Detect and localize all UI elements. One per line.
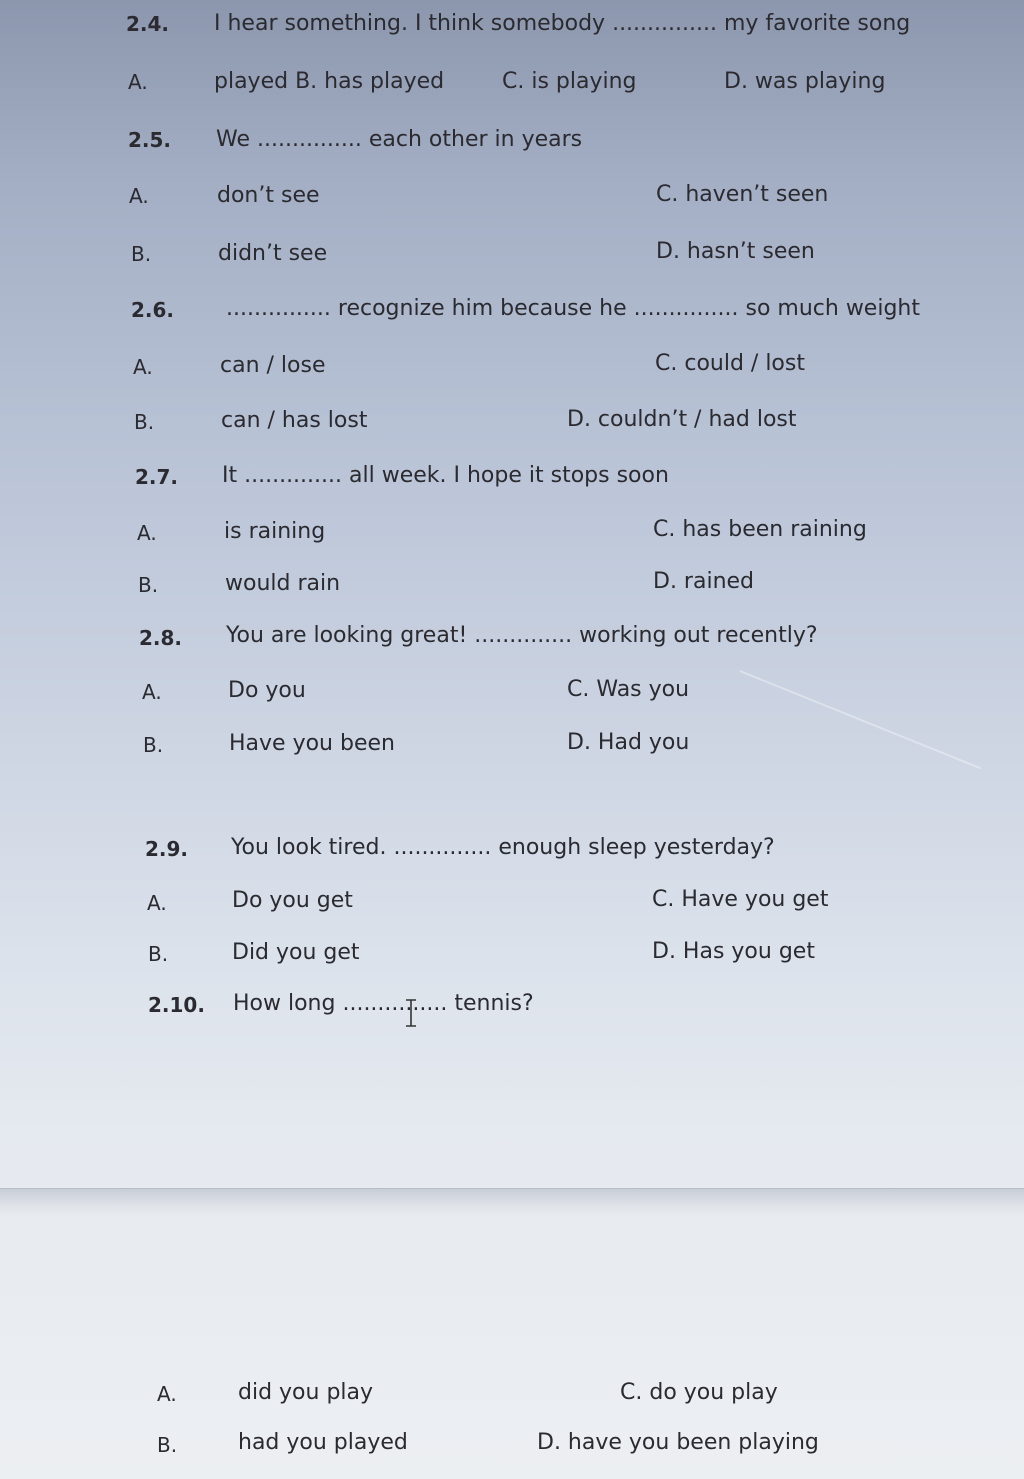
- option-a-label: A.: [128, 70, 148, 94]
- option-b-label: B.: [148, 942, 169, 966]
- option-c-text: C. Have you get: [652, 887, 829, 912]
- option-b-label: B.: [131, 242, 152, 266]
- option-a-label: A.: [157, 1382, 177, 1406]
- option-b-text: would rain: [225, 571, 341, 596]
- question-stem: It .............. all week. I hope it stops soon: [222, 463, 669, 488]
- option-b-text: Did you get: [232, 940, 360, 965]
- screen-glare: [739, 670, 981, 769]
- question-stem: I hear something. I think somebody ............... my favorite song: [214, 11, 911, 36]
- question-stem: You look tired. .............. enough sleep yesterday?: [231, 835, 775, 860]
- question-number: 2.8.: [139, 626, 183, 650]
- option-d-text: D. Has you get: [652, 939, 815, 964]
- option-a-label: A.: [142, 680, 162, 704]
- option-b-text: didn’t see: [218, 241, 328, 266]
- question-number: 2.4.: [126, 12, 170, 36]
- option-a-text: can / lose: [220, 353, 326, 378]
- text-cursor-icon: [405, 998, 417, 1028]
- option-b-label: B.: [138, 573, 159, 597]
- option-d-text: D. have you been playing: [537, 1430, 819, 1455]
- option-c-text: C. haven’t seen: [656, 182, 829, 207]
- question-stem: You are looking great! .............. working out recently?: [226, 623, 818, 648]
- option-a-label: A.: [129, 184, 149, 208]
- option-a-text: is raining: [224, 519, 326, 544]
- option-c-text: C. Was you: [567, 677, 690, 702]
- question-number: 2.9.: [145, 837, 189, 861]
- option-b-label: B.: [134, 410, 155, 434]
- question-number: 2.10.: [148, 993, 205, 1017]
- option-c-text: C. has been raining: [653, 517, 867, 542]
- question-number: 2.6.: [131, 298, 175, 322]
- option-d-text: D. hasn’t seen: [656, 239, 815, 264]
- question-stem: How long ............... tennis?: [233, 991, 534, 1016]
- option-a-text: Do you: [228, 678, 306, 703]
- option-a-text: did you play: [238, 1380, 374, 1405]
- question-number: 2.5.: [128, 128, 172, 152]
- question-number: 2.7.: [135, 465, 179, 489]
- option-d-text: D. couldn’t / had lost: [567, 407, 797, 432]
- option-c-text: C. could / lost: [655, 351, 805, 376]
- page-break: [0, 1188, 1024, 1217]
- option-a-label: A.: [147, 891, 167, 915]
- option-b-label: B.: [157, 1433, 178, 1457]
- question-stem: We ............... each other in years: [216, 127, 583, 152]
- option-c-text: C. is playing: [502, 69, 637, 94]
- option-a-label: A.: [133, 355, 153, 379]
- option-a-text: Do you get: [232, 888, 353, 913]
- question-stem: ............... recognize him because he ............... so much weight: [226, 296, 920, 321]
- option-a-text: don’t see: [217, 183, 320, 208]
- option-a-b-text: played B. has played: [214, 69, 445, 94]
- option-d-text: D. was playing: [724, 69, 886, 94]
- option-b-label: B.: [143, 733, 164, 757]
- option-b-text: Have you been: [229, 731, 395, 756]
- option-a-label: A.: [137, 521, 157, 545]
- option-c-text: C. do you play: [620, 1380, 778, 1405]
- option-d-text: D. Had you: [567, 730, 690, 755]
- option-d-text: D. rained: [653, 569, 755, 594]
- option-b-text: can / has lost: [221, 408, 368, 433]
- option-b-text: had you played: [238, 1430, 408, 1455]
